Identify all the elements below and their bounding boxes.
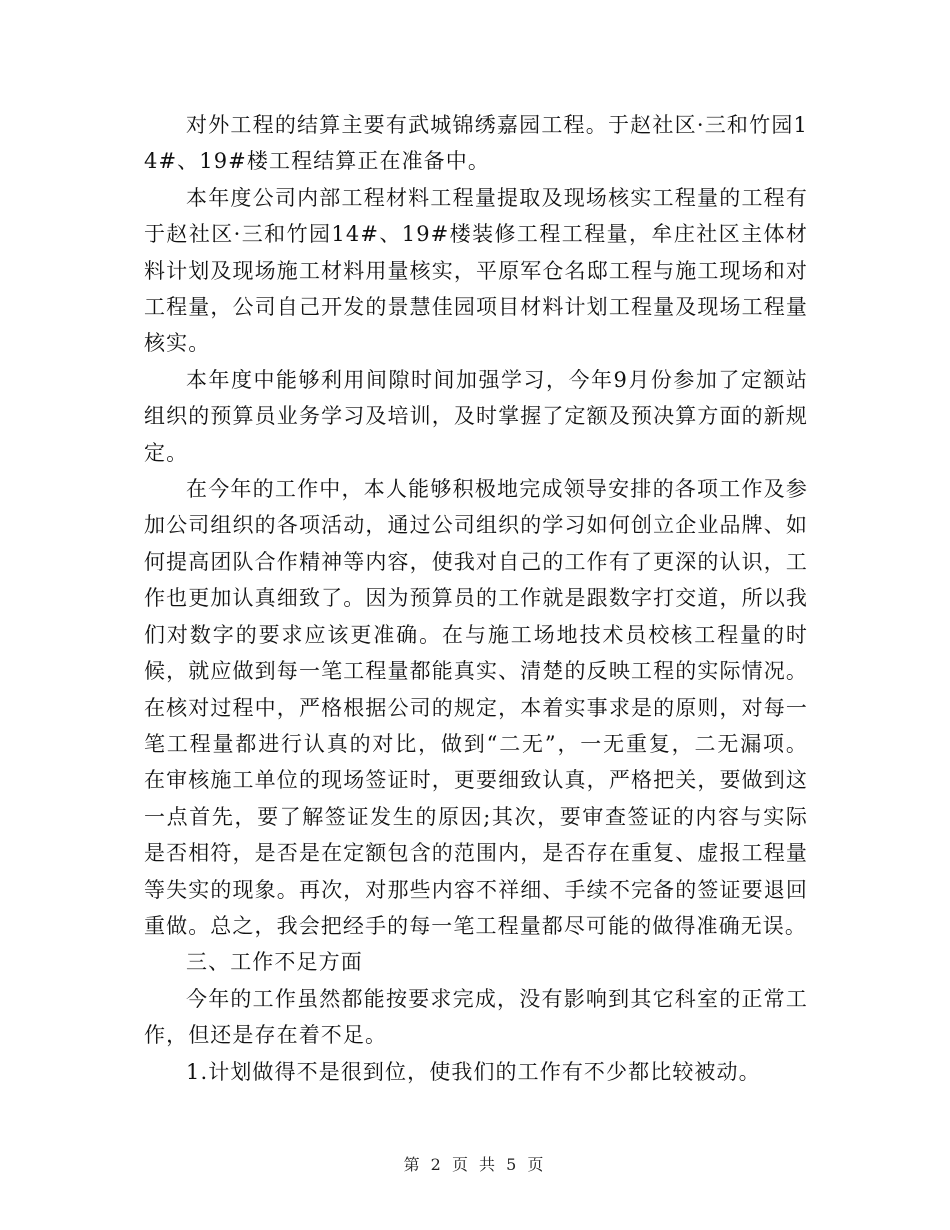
paragraph-settlement: 对外工程的结算主要有武城锦绣嘉园工程。于赵社区·三和竹园14#、19#楼工程结算正在准备中。: [144, 113, 808, 174]
paragraph-training: 本年度中能够利用间隙时间加强学习，今年9月份参加了定额站组织的预算员业务学习及培训，及时掌握了定额及预决算方面的新规定。: [144, 367, 808, 465]
paragraph-internal-quantities: 本年度公司内部工程材料工程量提取及现场核实工程量的工程有于赵社区·三和竹园14#、19#楼装修工程工程量，牟庄社区主体材料计划及现场施工材料用量核实，平原军仓名邸工程与施工现场和对工程量，公司自己开发的景慧佳园项目材料计划工程量及现场工程量核实。: [144, 185, 808, 356]
document-body: [144, 107, 808, 1090]
page-number-footer: 第 2 页 共 5 页: [403, 1155, 547, 1174]
paragraph-work-attitude: 在今年的工作中，本人能够积极地完成领导安排的各项工作及参加公司组织的各项活动，通过公司组织的学习如何创立企业品牌、如何提高团队合作精神等内容，使我对自己的工作有了更深的认识，工作也更加认真细致了。因为预算员的工作就是跟数字打交道，所以我们对数字的要求应该更准确。在与施工场地技术员校核工程量的时候，就应做到每一笔工程量都能真实、清楚的反映工程的实际情况。在核对过程中，严格根据公司的规定，本着实事求是的原则，对每一笔工程量都进行认真的对比，做到“二无”，一无重复，二无漏项。在审核施工单位的现场签证时，更要细致认真，严格把关，要做到这一点首先，要了解签证发生的原因;其次，要审查签证的内容与实际是否相符，是否是在定额包含的范围内，是否存在重复、虚报工程量等失实的现象。再次，对那些内容不祥细、手续不完备的签证要退回重做。总之，我会把经手的每一笔工程量都尽可能的做得准确无误。: [144, 477, 808, 938]
list-item-planning: 1.计划做得不是很到位，使我们的工作有不少都比较被动。: [186, 1059, 761, 1084]
section-heading-shortcomings: 三、工作不足方面: [186, 950, 363, 975]
paragraph-shortcomings: 今年的工作虽然都能按要求完成，没有影响到其它科室的正常工作，但还是存在着不足。: [144, 986, 808, 1048]
